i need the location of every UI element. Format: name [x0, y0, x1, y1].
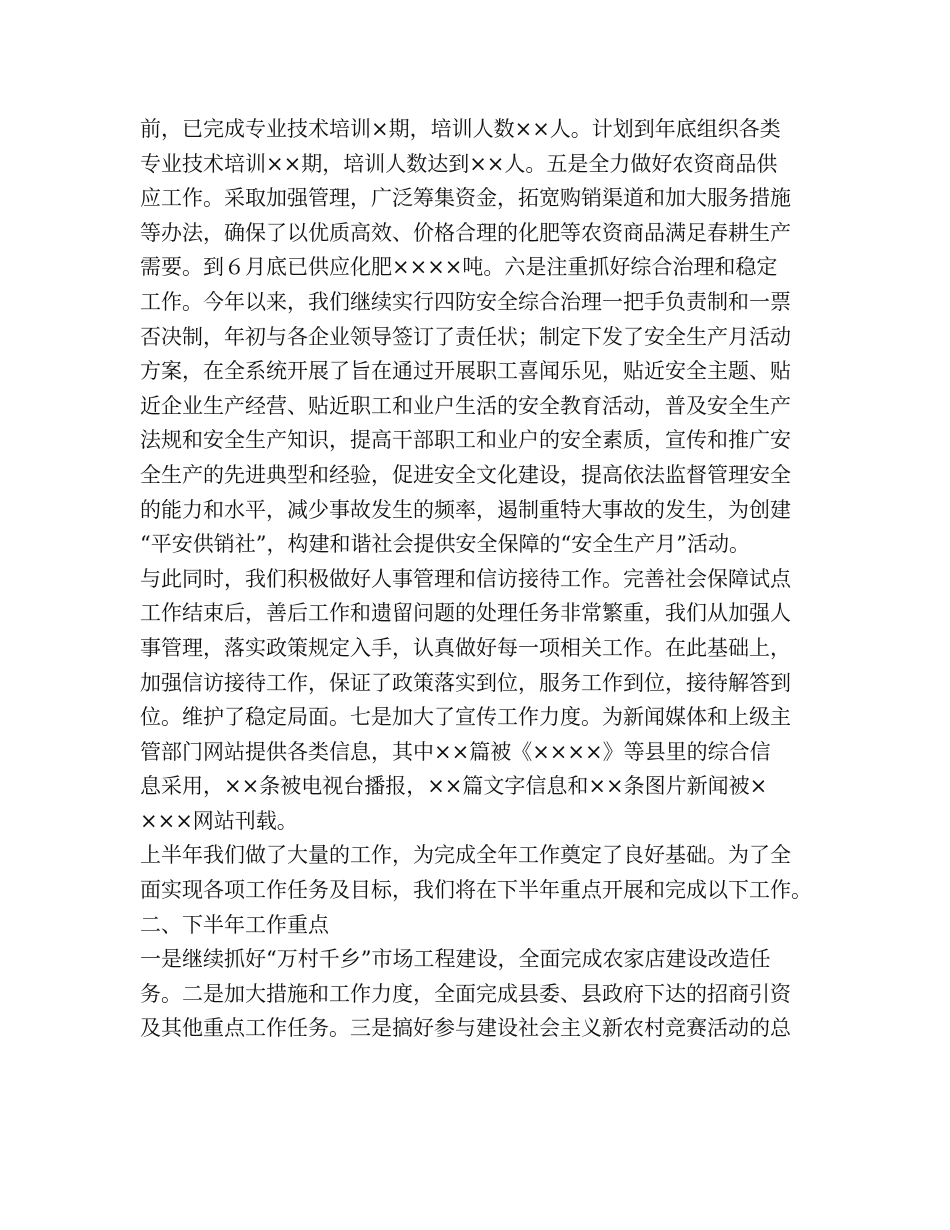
document-body	[140, 112, 830, 1046]
text-line: 专业技术培训××期，培训人数达到××人。五是全力做好农资商品供	[140, 151, 778, 176]
text-line: 的能力和水平，减少事故发生的频率，遏制重特大事故的发生，为创建	[140, 497, 791, 522]
text-line: 等办法，确保了以优质高效、价格合理的化肥等农资商品满足春耕生产	[140, 220, 791, 245]
text-line: 及其他重点工作任务。三是搞好参与建设社会主义新农村竞赛活动的总	[140, 1016, 791, 1041]
text-line: 上半年我们做了大量的工作，为完成全年工作奠定了良好基础。为了全	[140, 843, 791, 868]
text-line: 管部门网站提供各类信息，其中××篇被《××××》等县里的综合信	[140, 739, 771, 764]
text-line: 与此同时，我们积极做好人事管理和信访接待工作。完善社会保障试点	[140, 566, 791, 591]
text-line: 面实现各项工作任务及目标，我们将在下半年重点开展和完成以下工作。	[140, 878, 812, 903]
text-line: 法规和安全生产知识，提高干部职工和业户的安全素质，宣传和推广安	[140, 428, 791, 453]
text-line: 全生产的先进典型和经验，促进安全文化建设，提高依法监督管理安全	[140, 462, 791, 487]
text-line: 近企业生产经营、贴近职工和业户生活的安全教育活动，普及安全生产	[140, 393, 791, 418]
text-line: 否决制，年初与各企业领导签订了责任状；制定下发了安全生产月活动	[140, 324, 791, 349]
text-line: 位。维护了稳定局面。七是加大了宣传工作力度。为新闻媒体和上级主	[140, 705, 791, 730]
text-line: 加强信访接待工作，保证了政策落实到位，服务工作到位，接待解答到	[140, 670, 791, 695]
text-line: 一是继续抓好“万村千乡”市场工程建设，全面完成农家店建设改造任	[140, 947, 771, 972]
text-line: 应工作。采取加强管理，广泛筹集资金，拓宽购销渠道和加大服务措施	[140, 186, 791, 211]
text-line: “平安供销社”，构建和谐社会提供安全保障的“安全生产月”活动。	[140, 532, 750, 557]
text-line: 工作结束后，善后工作和遗留问题的处理任务非常繁重，我们从加强人	[140, 601, 791, 626]
section-heading: 二、下半年工作重点	[140, 912, 329, 937]
text-line: 息采用，××条被电视台播报，××篇文字信息和××条图片新闻被×	[140, 774, 768, 799]
text-line: ×××网站刊载。	[140, 808, 298, 833]
text-line: 前，已完成专业技术培训×期，培训人数××人。计划到年底组织各类	[140, 117, 781, 141]
text-line: 需要。到６月底已供应化肥××××吨。六是注重抓好综合治理和稳定	[140, 255, 778, 280]
text-line: 务。二是加大措施和工作力度，全面完成县委、县政府下达的招商引资	[140, 981, 791, 1006]
text-line: 工作。今年以来，我们继续实行四防安全综合治理一把手负责制和一票	[140, 289, 791, 314]
text-line: 方案，在全系统开展了旨在通过开展职工喜闻乐见，贴近安全主题、贴	[140, 359, 791, 384]
text-line: 事管理，落实政策规定入手，认真做好每一项相关工作。在此基础上，	[140, 635, 791, 660]
